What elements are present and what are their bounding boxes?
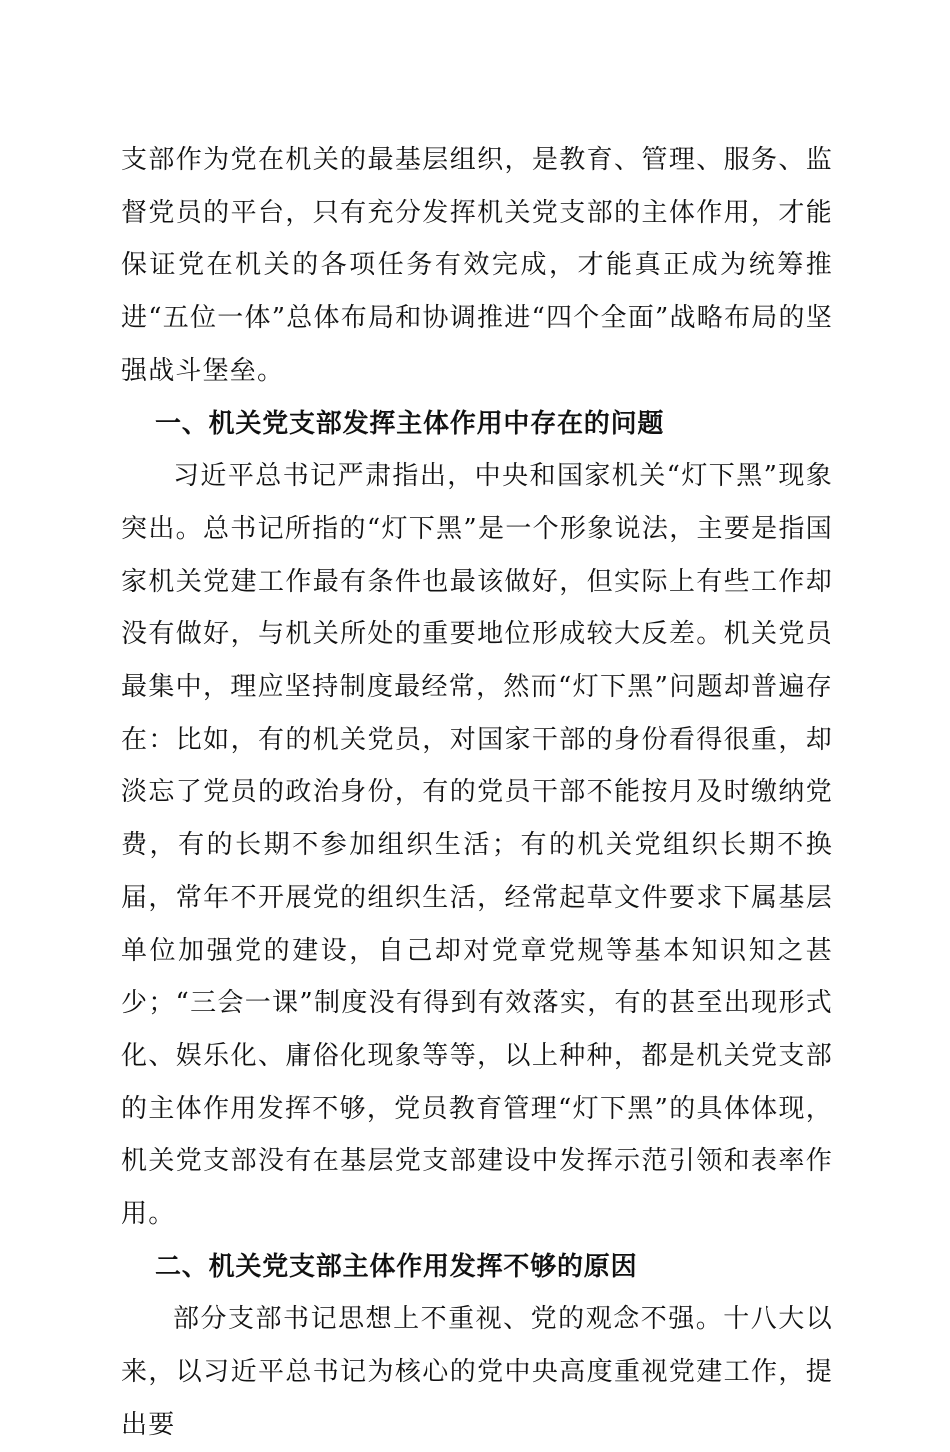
section-1-paragraph: 习近平总书记严肃指出，中央和国家机关“灯下黑”现象突出。总书记所指的“灯下黑”是一个形象说法，主要是指国家机关党建工作最有条件也最该做好，但实际上有些工作却没有做好，与机关所处的重要地位形成较大反差。机关党员最集中，理应坚持制度最经常，然而“灯下黑”问题却普遍存在：比如，有的机关党员，对国家干部的身份看得很重，却淡忘了党员的政治身份，有的党员干部不能按月及时缴纳党费，有的长期不参加组织生活；有的机关党组织长期不换届，常年不开展党的组织生活，经常起草文件要求下属基层单位加强党的建设，自己却对党章党规等基本知识知之甚少；“三会一课”制度没有得到有效落实，有的甚至出现形式化、娱乐化、庸俗化现象等等，以上种种，都是机关党支部的主体作用发挥不够，党员教育管理“灯下黑”的具体体现，机关党支部没有在基层党支部建设中发挥示范引领和表率作用。	[121, 461, 833, 1230]
intro-paragraph: 支部作为党在机关的最基层组织，是教育、管理、服务、监督党员的平台，只有充分发挥机关党支部的主体作用，才能保证党在机关的各项任务有效完成，才能真正成为统筹推进“五位一体”总体布局和协调推进“四个全面”战略布局的坚强战斗堡垒。	[121, 145, 833, 386]
section-2-paragraph: 部分支部书记思想上不重视、党的观念不强。十八大以来，以习近平总书记为核心的党中央高度重视党建工作，提出要	[121, 1304, 833, 1440]
section-1-heading: 一、机关党支部发挥主体作用中存在的问题	[155, 408, 665, 439]
section-2-heading: 二、机关党支部主体作用发挥不够的原因	[155, 1251, 638, 1282]
document-body	[121, 134, 833, 1452]
